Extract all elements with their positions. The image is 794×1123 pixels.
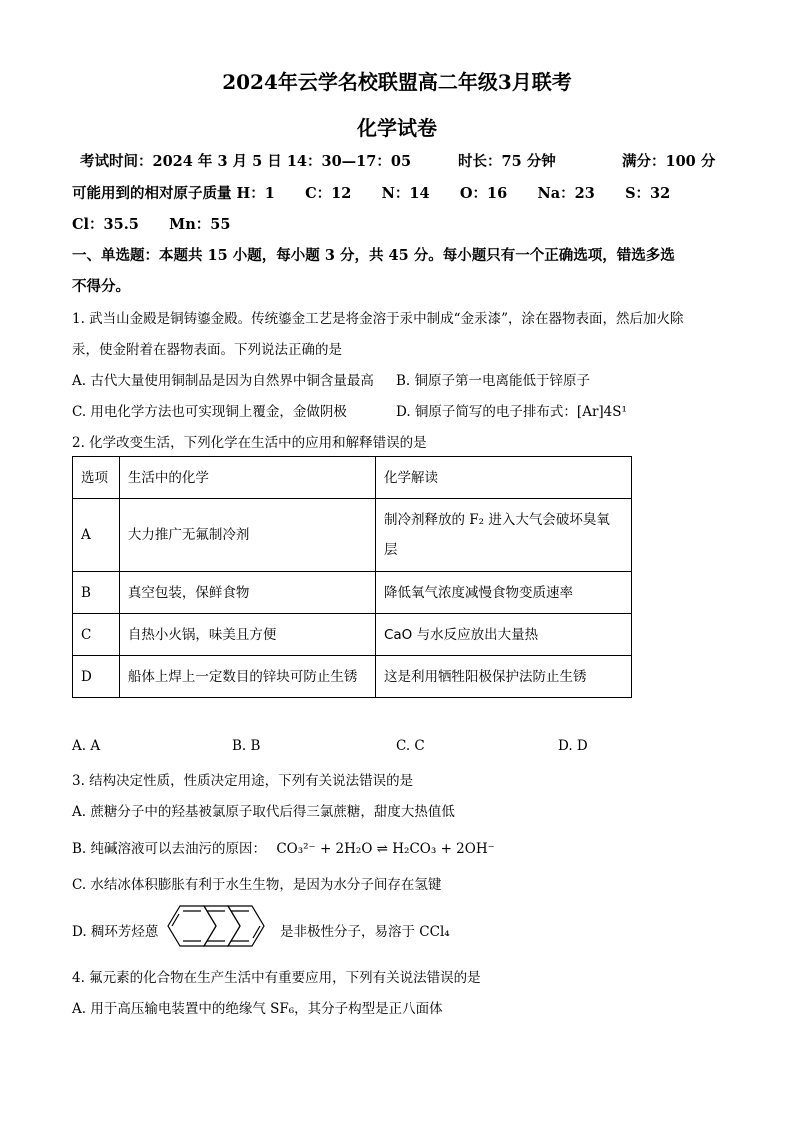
table-cell-explain: CaO 与水反应放出大量热: [375, 614, 631, 656]
table-cell-option: C: [73, 614, 120, 656]
exam-duration: 时长：75 分钟: [458, 153, 556, 170]
table-header-row: [73, 457, 632, 499]
anthracene-structure-icon: [162, 903, 278, 949]
table-row: [73, 572, 632, 614]
q3-option-d-suffix: 是非极性分子，易溶于 CCl₄: [280, 924, 450, 940]
exam-time: 考试时间：2024 年 3 月 5 日 14：30—17：05: [80, 153, 412, 170]
table-cell-life: 真空包装，保鲜食物: [119, 572, 375, 614]
carbonate-hydrolysis-equation: CO₃²⁻ + 2H₂O ⇌ H₂CO₃ + 2OH⁻: [276, 841, 495, 857]
table-row: [73, 614, 632, 656]
table-cell-explain: [375, 499, 631, 572]
q2-answer-b: B. B: [232, 738, 261, 754]
q2-answer-c: C. C: [396, 738, 425, 754]
table-header-option: 选项: [73, 457, 120, 499]
exam-score: 满分：100 分: [622, 153, 716, 170]
q1-option-d: D. 铜原子简写的电子排布式：[Ar]4S¹: [396, 404, 627, 420]
exam-title: 2024年云学名校联盟高二年级3月联考: [222, 70, 572, 94]
q3-option-d-prefix: D. 稠环芳烃蒽: [72, 924, 159, 940]
q2-table: [72, 456, 632, 698]
table-cell-life: 大力推广无氟制冷剂: [119, 499, 375, 572]
q1-option-b: B. 铜原子第一电离能低于锌原子: [396, 373, 591, 389]
q2-answer-d: D. D: [558, 738, 588, 754]
table-cell-life: 船体上焊上一定数目的锌块可防止生锈: [119, 656, 375, 698]
exam-subject: 化学试卷: [357, 116, 437, 140]
q3-stem: 3. 结构决定性质，性质决定用途，下列有关说法错误的是: [72, 773, 414, 789]
q1-option-c: C. 用电化学方法也可实现铜上覆金，金做阴极: [72, 404, 347, 420]
q1-option-a: A. 古代大量使用铜制品是因为自然界中铜含量最高: [72, 373, 374, 389]
table-cell-explain: 这是利用牺牲阳极保护法防止生锈: [375, 656, 631, 698]
table-header-life: 生活中的化学: [119, 457, 375, 499]
atomic-mass-line-2: Cl：35.5 Mn：55: [72, 216, 231, 233]
table-cell-option: B: [73, 572, 120, 614]
q1-stem-line-2: 汞，使金附着在器物表面。下列说法正确的是: [72, 342, 342, 358]
q4-stem: 4. 氟元素的化合物在生产生活中有重要应用，下列有关说法错误的是: [72, 970, 481, 986]
q1-stem-line-1: 1. 武当山金殿是铜铸鎏金殿。传统鎏金工艺是将金溶于汞中制成“金汞漆”，涂在器物表面，然后加火除: [72, 311, 684, 327]
atomic-mass-line-1: 可能用到的相对原子质量 H：1 C：12 N：14 O：16 Na：23 S：32: [72, 185, 671, 202]
table-header-explain: 化学解读: [375, 457, 631, 499]
table-cell-option: A: [73, 499, 120, 572]
q3-option-c: C. 水结冰体积膨胀有利于水生生物，是因为水分子间存在氢键: [72, 877, 442, 893]
q4-option-a: A. 用于高压输电装置中的绝缘气 SF₆，其分子构型是正八面体: [72, 1001, 443, 1017]
table-cell-explain: 降低氧气浓度减慢食物变质速率: [375, 572, 631, 614]
q3-option-b-prefix: B. 纯碱溶液可以去油污的原因：: [72, 841, 267, 857]
section-heading-line-2: 不得分。: [72, 278, 130, 295]
table-row: [73, 656, 632, 698]
section-heading-line-1: 一、单选题：本题共 15 小题，每小题 3 分，共 45 分。每小题只有一个正确选项，错选多选: [72, 247, 675, 264]
table-row: [73, 499, 632, 572]
q3-option-b: [72, 837, 495, 857]
q3-option-a: A. 蔗糖分子中的羟基被氯原子取代后得三氯蔗糖，甜度大热值低: [72, 804, 455, 820]
table-cell-life: 自热小火锅，味美且方便: [119, 614, 375, 656]
table-cell-option: D: [73, 656, 120, 698]
q2-answer-a: A. A: [72, 738, 101, 754]
q2-stem: 2. 化学改变生活，下列化学在生活中的应用和解释错误的是: [72, 435, 427, 451]
table-cell-explain-line-1: 制冷剂释放的 F₂ 进入大气会破坏臭氧: [383, 512, 610, 528]
table-cell-explain-line-2: 层: [383, 542, 398, 558]
